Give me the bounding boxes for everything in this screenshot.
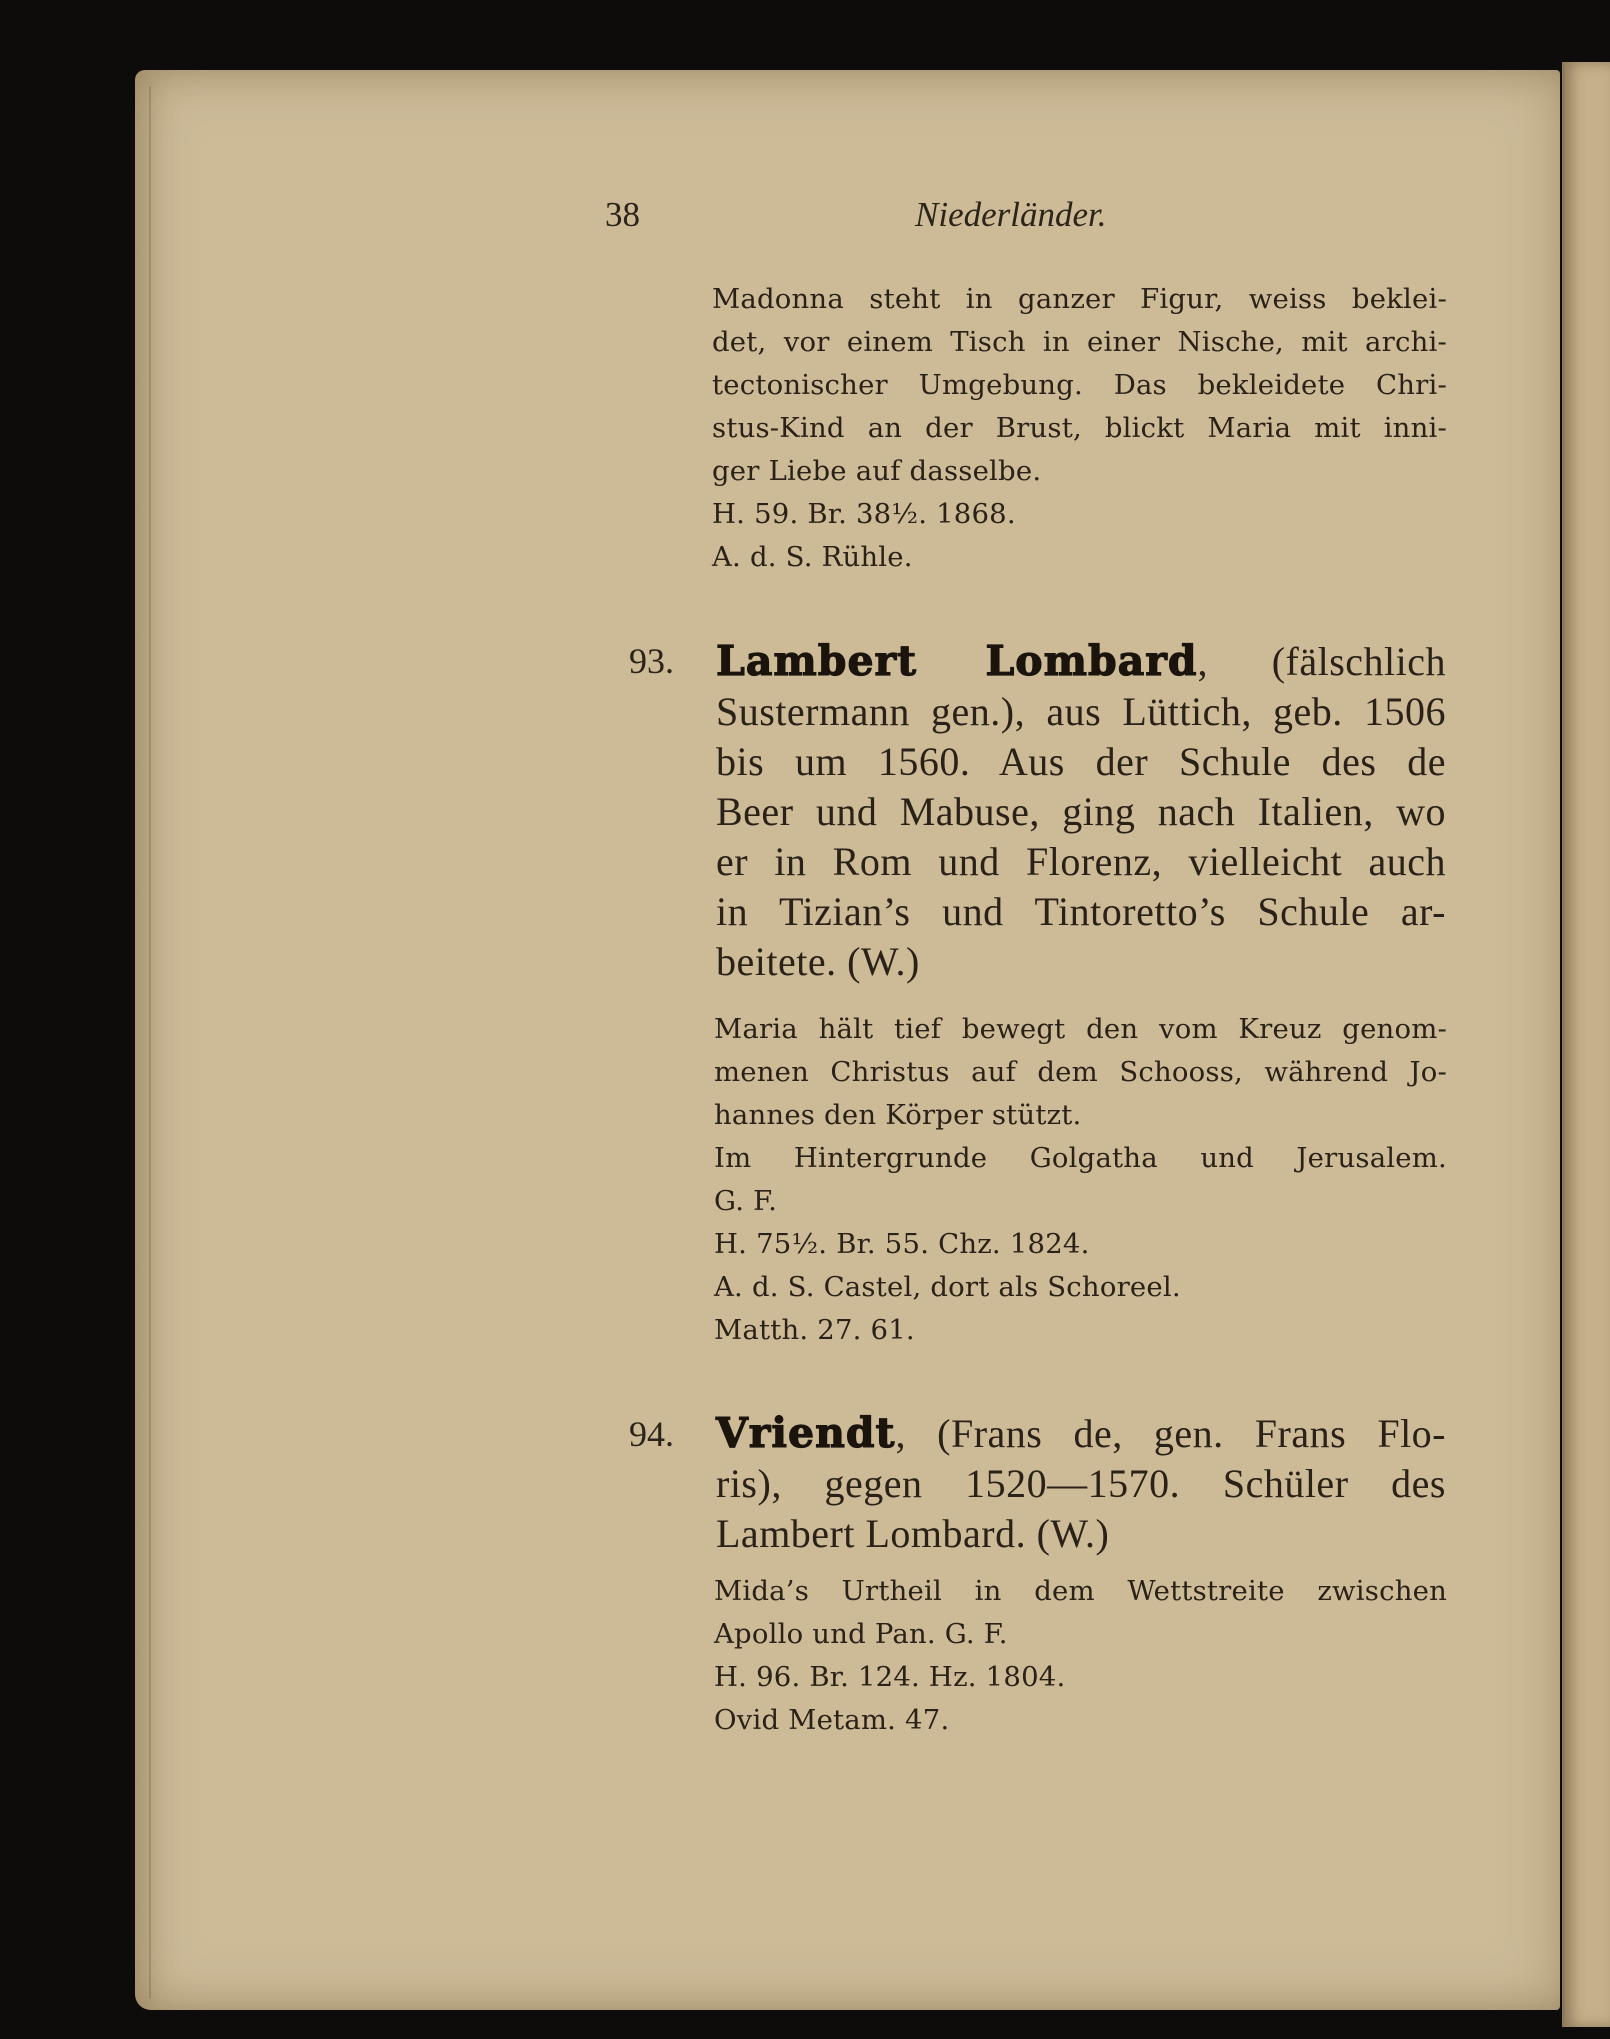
entry-94-heading: Vriendt, (Frans de, gen. Frans Flo-: [716, 1409, 1446, 1457]
text-line: det, vor einem Tisch in einer Nische, mit archi-: [712, 326, 1447, 358]
artist-name: Lambert Lombard: [716, 637, 1198, 685]
entry-93-heading: Lambert Lombard, (fälschlich: [716, 637, 1446, 685]
text-line: bis um 1560. Aus der Schule des de: [716, 739, 1446, 784]
entry-number-93: 93.: [629, 641, 674, 681]
text-line: Apollo und Pan. G. F.: [714, 1618, 1008, 1650]
text-line: tectonischer Umgebung. Das bekleidete Chri-: [712, 369, 1447, 401]
dimensions-line: H. 59. Br. 38½. 1868.: [712, 498, 1016, 530]
dimensions-line: H. 75½. Br. 55. Chz. 1824.: [714, 1228, 1090, 1260]
text-line: menen Christus auf dem Schooss, während Jo-: [714, 1056, 1447, 1088]
text-line: ris), gegen 1520—1570. Schüler des: [716, 1461, 1446, 1506]
entry-93-description: [714, 1008, 1447, 1352]
text-line: ger Liebe auf dasselbe.: [712, 455, 1042, 487]
text-line: hannes den Körper stützt.: [714, 1099, 1082, 1131]
text-line: er in Rom und Florenz, vielleicht auch: [716, 839, 1446, 884]
text-line: G. F.: [714, 1185, 778, 1217]
entry-93-biography: [716, 636, 1446, 987]
artist-name: Vriendt: [716, 1409, 896, 1457]
text-line: Mida’s Urtheil in dem Wettstreite zwischen: [714, 1575, 1447, 1607]
page-title: Niederländer.: [915, 195, 1107, 234]
text-line: in Tizian’s und Tintoretto’s Schule ar-: [716, 889, 1446, 934]
reference-line: Matth. 27. 61.: [714, 1314, 915, 1346]
text-line: Im Hintergrunde Golgatha und Jerusalem.: [714, 1142, 1447, 1174]
entry-94-biography: [716, 1408, 1446, 1559]
provenance-line: A. d. S. Rühle.: [712, 541, 913, 573]
text-line: stus-Kind an der Brust, blickt Maria mit inni-: [712, 412, 1447, 444]
text-line: beitete. (W.): [716, 939, 920, 984]
text-line: Madonna steht in ganzer Figur, weiss beklei-: [712, 283, 1447, 315]
text-line: Beer und Mabuse, ging nach Italien, wo: [716, 789, 1446, 834]
page-number: 38: [605, 195, 640, 234]
text-line: Maria hält tief bewegt den vom Kreuz genom-: [714, 1013, 1447, 1045]
provenance-line: A. d. S. Castel, dort als Schoreel.: [714, 1271, 1181, 1303]
next-page-edge: [1562, 62, 1610, 2027]
entry-number-94: 94.: [629, 1414, 674, 1454]
entry-94-description: [714, 1570, 1447, 1742]
dimensions-line: H. 96. Br. 124. Hz. 1804.: [714, 1661, 1066, 1693]
text-line: Lambert Lombard. (W.): [716, 1511, 1110, 1556]
intro-description: [712, 278, 1447, 579]
reference-line: Ovid Metam. 47.: [714, 1704, 950, 1736]
text-line: Sustermann gen.), aus Lüttich, geb. 1506: [716, 689, 1446, 734]
